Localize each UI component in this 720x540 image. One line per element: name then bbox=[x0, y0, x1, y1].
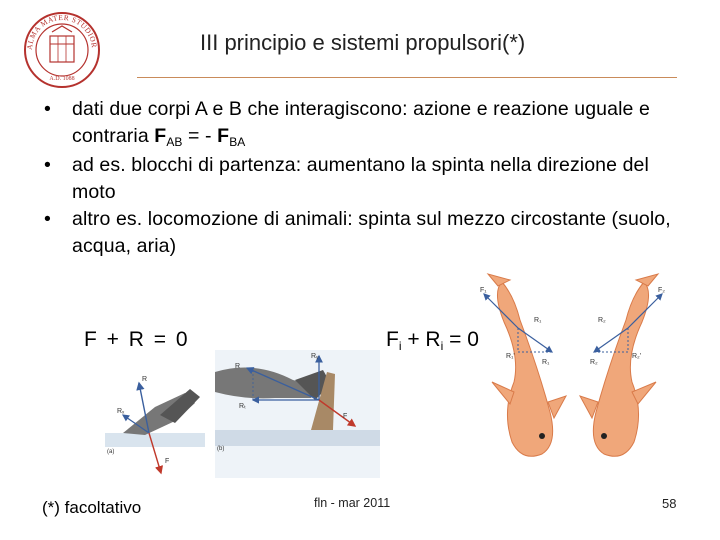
diagram-starting-block bbox=[215, 350, 380, 478]
svg-text:R₁: R₁ bbox=[534, 317, 542, 324]
svg-text:F₂: F₂ bbox=[658, 287, 665, 294]
title-divider bbox=[137, 77, 677, 78]
svg-text:Rₓ: Rₓ bbox=[117, 408, 125, 415]
svg-text:F₁: F₁ bbox=[480, 287, 487, 294]
svg-text:R₁: R₁ bbox=[542, 359, 550, 366]
diagram-foot-push bbox=[105, 355, 205, 480]
footer-course-date: fln - mar 2011 bbox=[314, 496, 391, 510]
svg-text:Rᵧ: Rᵧ bbox=[311, 353, 319, 360]
equation-fish-forces: $F_i + R_i = 0$ bbox=[386, 328, 479, 353]
figure-a-label: (a) bbox=[107, 449, 115, 455]
seal-year: A.D. 1088 bbox=[49, 76, 75, 82]
seal-text: ALMA MATER STUDIOR bbox=[24, 12, 100, 51]
svg-text:Rₜ: Rₜ bbox=[239, 403, 247, 410]
svg-text:R₂: R₂ bbox=[598, 317, 606, 324]
page-number: 58 bbox=[662, 496, 677, 511]
diagram-swimming-fish bbox=[462, 272, 684, 480]
svg-text:F: F bbox=[165, 458, 170, 465]
svg-text:R₁': R₁' bbox=[506, 353, 515, 360]
university-seal-logo bbox=[22, 10, 102, 90]
figure-b-label: (b) bbox=[217, 446, 225, 452]
equation-force-reaction: F + R = 0 bbox=[84, 328, 190, 351]
bullet-list bbox=[40, 96, 690, 260]
slide-title: III principio e sistemi propulsori(*) bbox=[200, 30, 526, 55]
bullet-item: • dati due corpi A e B che interagiscono: azione e reazione uguale e contraria $F_{AB}$ = - $F_{BA}$ bbox=[40, 96, 690, 152]
bullet-item: • ad es. blocchi di partenza: aumentano la spinta nella direzione del moto bbox=[40, 152, 690, 206]
svg-text:F: F bbox=[343, 413, 348, 420]
bullet-item: • altro es. locomozione di animali: spinta sul mezzo circostante (suolo, acqua, aria) bbox=[40, 206, 690, 260]
svg-text:R₂': R₂' bbox=[632, 353, 642, 360]
svg-text:R: R bbox=[235, 363, 241, 370]
footnote: (*) facoltativo bbox=[42, 498, 142, 517]
svg-text:R₂: R₂ bbox=[590, 359, 598, 366]
svg-text:R: R bbox=[142, 376, 148, 383]
